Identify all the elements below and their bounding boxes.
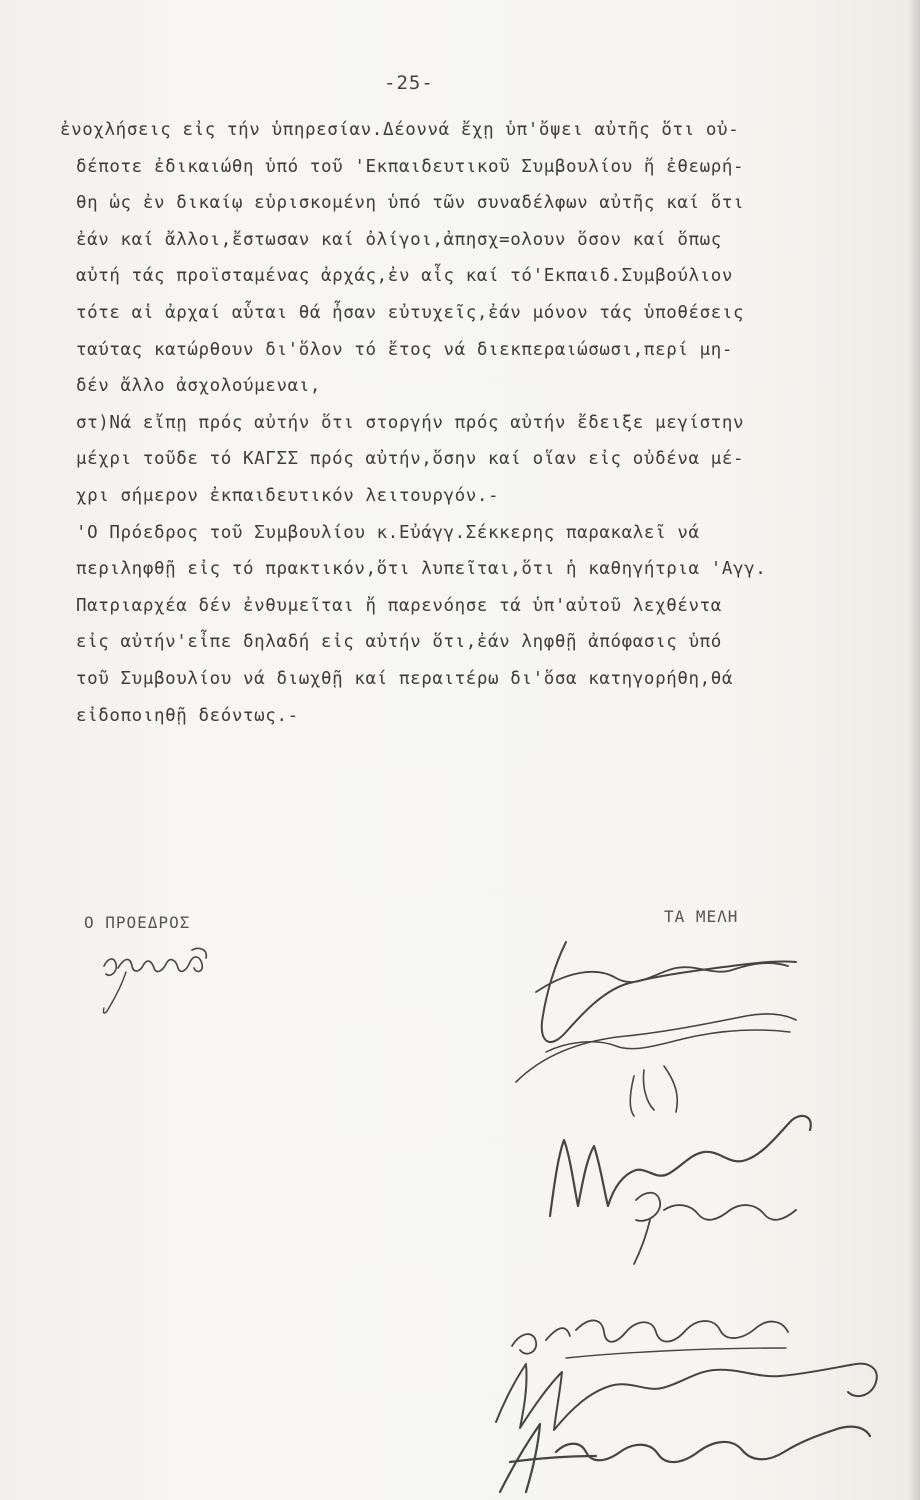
page-number: -25-	[384, 72, 434, 94]
president-label: Ο ΠΡΟΕΔΡΟΣ	[84, 913, 191, 932]
text-line: εἰδοποιηθῇ δεόντως.-	[76, 705, 299, 726]
text-line: Πατριαρχέα δέν ἐνθυμεῖται ἤ παρενόησε τά ὑπ'αὐτοῦ λεχθέντα	[76, 595, 722, 616]
text-line: θη ὡς ἐν δικαίῳ εὑρισκομένη ὑπό τῶν συναδέλφων αὐτῆς καί ὅτι	[76, 193, 745, 214]
text-line: στ)Νά εἴπῃ πρός αὐτήν ὅτι στοργήν πρός αὐτήν ἔδειξε μεγίστην	[76, 412, 745, 433]
text-line: εἰς αὐτήν'εἶπε δηλαδή εἰς αὐτήν ὅτι,ἐάν ληφθῇ ἀπόφασις ὑπό	[76, 632, 722, 653]
minutes-body-text	[60, 112, 886, 734]
text-line: 'Ο Πρόεδρος τοῦ Συμβουλίου κ.Εὐάγγ.Σέκκερης παρακαλεῖ νά	[76, 522, 700, 543]
text-line: χρι σήμερον ἐκπαιδευτικόν λειτουργόν.-	[76, 485, 500, 506]
text-line: ἐνοχλήσεις εἰς τήν ὑπηρεσίαν.Δέοννά ἔχῃ ὑπ'ὄψει αὐτῆς ὅτι οὐ-	[60, 120, 740, 140]
text-line: ταύτας κατώρθουν δι'ὅλον τό ἔτος νά διεκπεραιώσωσι,περί μη-	[76, 339, 734, 360]
text-line: περιληφθῇ εἰς τό πρακτικόν,ὅτι λυπεῖται,ὅτι ἡ καθηγήτρια 'Αγγ.	[76, 559, 767, 580]
text-line: τότε αἱ ἀρχαί αὗται θά ἦσαν εὐτυχεῖς,ἐάν μόνον τάς ὑποθέσεις	[76, 302, 745, 323]
text-line: δέν ἄλλο ἀσχολούμεναι,	[76, 376, 321, 397]
text-line: δέποτε ἐδικαιώθη ὑπό τοῦ 'Εκπαιδευτικοῦ Συμβουλίου ἤ ἐθεωρή-	[76, 156, 745, 177]
text-line: αὐτή τάς προϊσταμένας ἀρχάς,ἐν αἷς καί τό'Εκπαιδ.Συμβούλιον	[76, 266, 734, 287]
member-signature-3	[606, 1180, 806, 1270]
member-signature-6	[460, 1412, 880, 1498]
text-line: τοῦ Συμβουλίου νά διωχθῇ καί περαιτέρω δι'ὅσα κατηγορήθη,θά	[76, 668, 734, 689]
president-signature	[96, 944, 226, 1024]
page-binding-shadow	[908, 0, 920, 1500]
text-line: ἐάν καί ἄλλοι,ἔστωσαν καί ὀλίγοι,ἀπησχ=ολουν ὅσον καί ὅπως	[76, 229, 722, 250]
text-line: μέχρι τοῦδε τό ΚΑΓΣΣ πρός αὐτήν,ὅσην καί οἵαν εἰς οὐδένα μέ-	[76, 449, 745, 470]
members-label: ΤΑ ΜΕΛΗ	[664, 907, 739, 926]
